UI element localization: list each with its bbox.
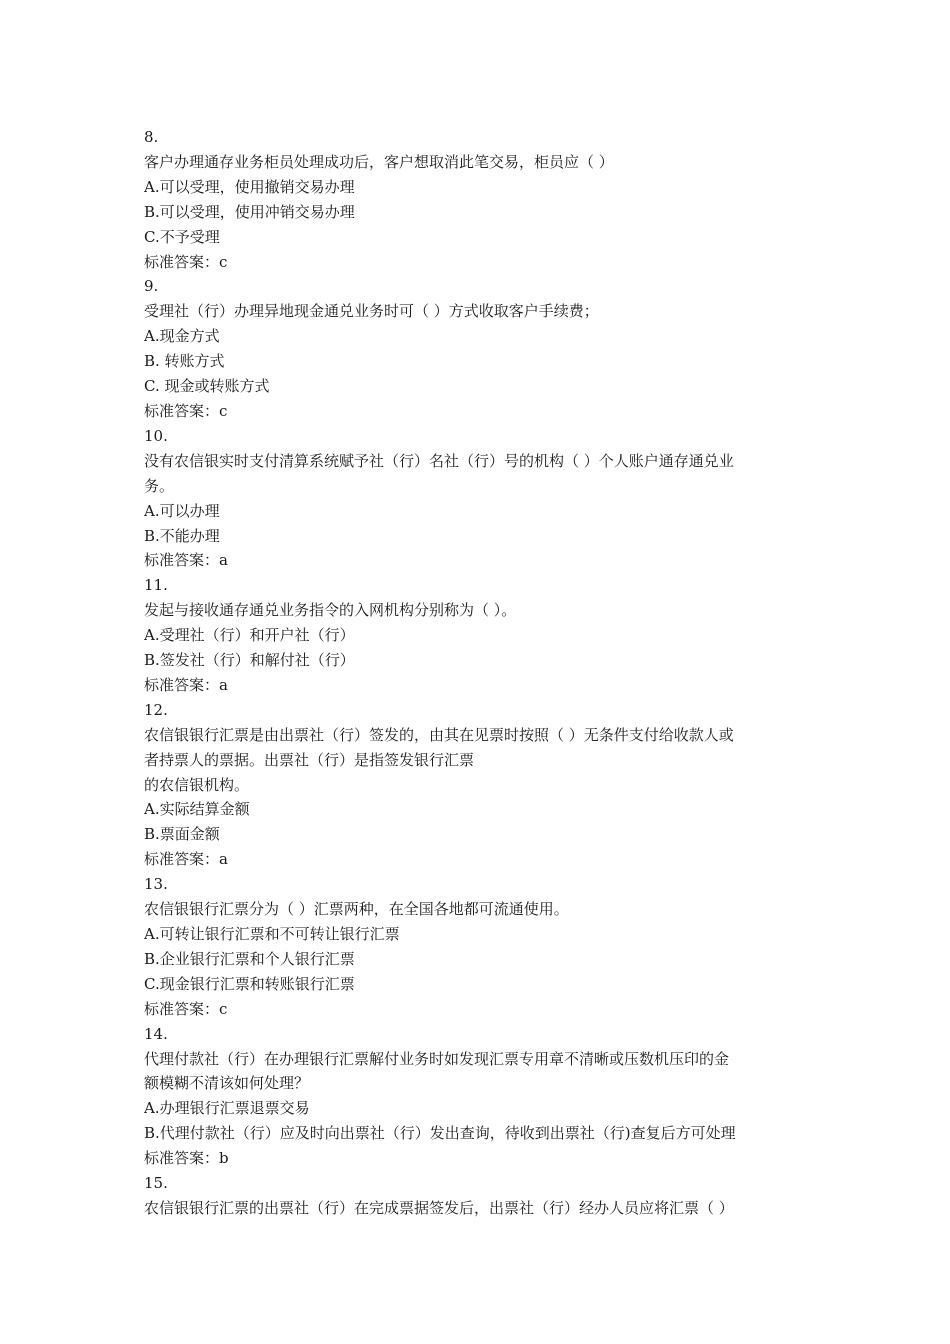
question-text-line: 农信银银行汇票是由出票社（行）签发的，由其在见票时按照（ ）无条件支付给收款人或 [144,725,734,744]
option-a: A.受理社（行）和开户社（行） [144,626,355,645]
standard-answer: 标准答案：a [144,551,228,570]
standard-answer: 标准答案：a [144,850,228,869]
question-text: 农信银银行汇票分为（ ）汇票两种，在全国各地都可流通使用。 [144,900,569,919]
option-a: A.办理银行汇票退票交易 [144,1099,310,1118]
option-b: B.企业银行汇票和个人银行汇票 [144,949,355,968]
option-b: B.可以受理，使用冲销交易办理 [144,202,355,221]
standard-answer: 标准答案：a [144,675,228,694]
question-number: 12. [144,700,168,719]
standard-answer: 标准答案：c [144,252,228,271]
question-text: 受理社（行）办理异地现金通兑业务时可（ ）方式收取客户手续费； [144,302,599,321]
question-text: 客户办理通存业务柜员处理成功后，客户想取消此笔交易，柜员应（ ） [144,152,614,171]
option-b: B.签发社（行）和解付社（行） [144,651,355,670]
option-a: A.实际结算金额 [144,800,250,819]
option-b: B.不能办理 [144,526,220,545]
question-number: 9. [144,277,159,296]
option-a: A.可转让银行汇票和不可转让银行汇票 [144,925,400,943]
question-text-line: 没有农信银实时支付清算系统赋予社（行）名社（行）号的机构（ ）个人账户通存通兑业 [144,451,734,470]
question-number: 8. [144,128,159,146]
question-text-line: 者持票人的票据。出票社（行）是指签发银行汇票 [144,750,475,769]
document-body [144,125,810,1221]
option-b: B. 转账方式 [144,352,225,371]
standard-answer: 标准答案：c [144,999,228,1018]
question-text-line: 额模糊不清该如何处理？ [144,1074,310,1093]
question-text: 农信银银行汇票的出票社（行）在完成票据签发后，出票社（行）经办人员应将汇票（ ） [144,1198,734,1217]
option-c: C.现金银行汇票和转账银行汇票 [144,974,355,993]
option-a: A.现金方式 [144,327,220,346]
question-text-line: 的农信银机构。 [144,775,250,794]
option-b: B.代理付款社（行）应及时向出票社（行）发出查询，待收到出票社（行)查复后方可处理 [144,1124,736,1143]
question-text-line: 代理付款社（行）在办理银行汇票解付业务时如发现汇票专用章不清晰或压数机压印的金 [144,1049,730,1068]
option-b: B.票面金额 [144,825,220,844]
standard-answer: 标准答案：b [144,1149,229,1168]
question-text: 发起与接收通存通兑业务指令的入网机构分别称为（ ）。 [144,601,517,620]
standard-answer: 标准答案：c [144,401,228,420]
option-a: A.可以办理 [144,501,220,520]
question-number: 13. [144,875,168,894]
question-text-line: 务。 [144,476,175,495]
option-c: C. 现金或转账方式 [144,377,270,396]
question-number: 15. [144,1174,168,1193]
question-number: 10. [144,426,168,445]
option-c: C.不予受理 [144,227,220,246]
question-number: 14. [144,1024,168,1043]
option-a: A.可以受理，使用撤销交易办理 [144,177,355,196]
question-number: 11. [144,576,168,595]
